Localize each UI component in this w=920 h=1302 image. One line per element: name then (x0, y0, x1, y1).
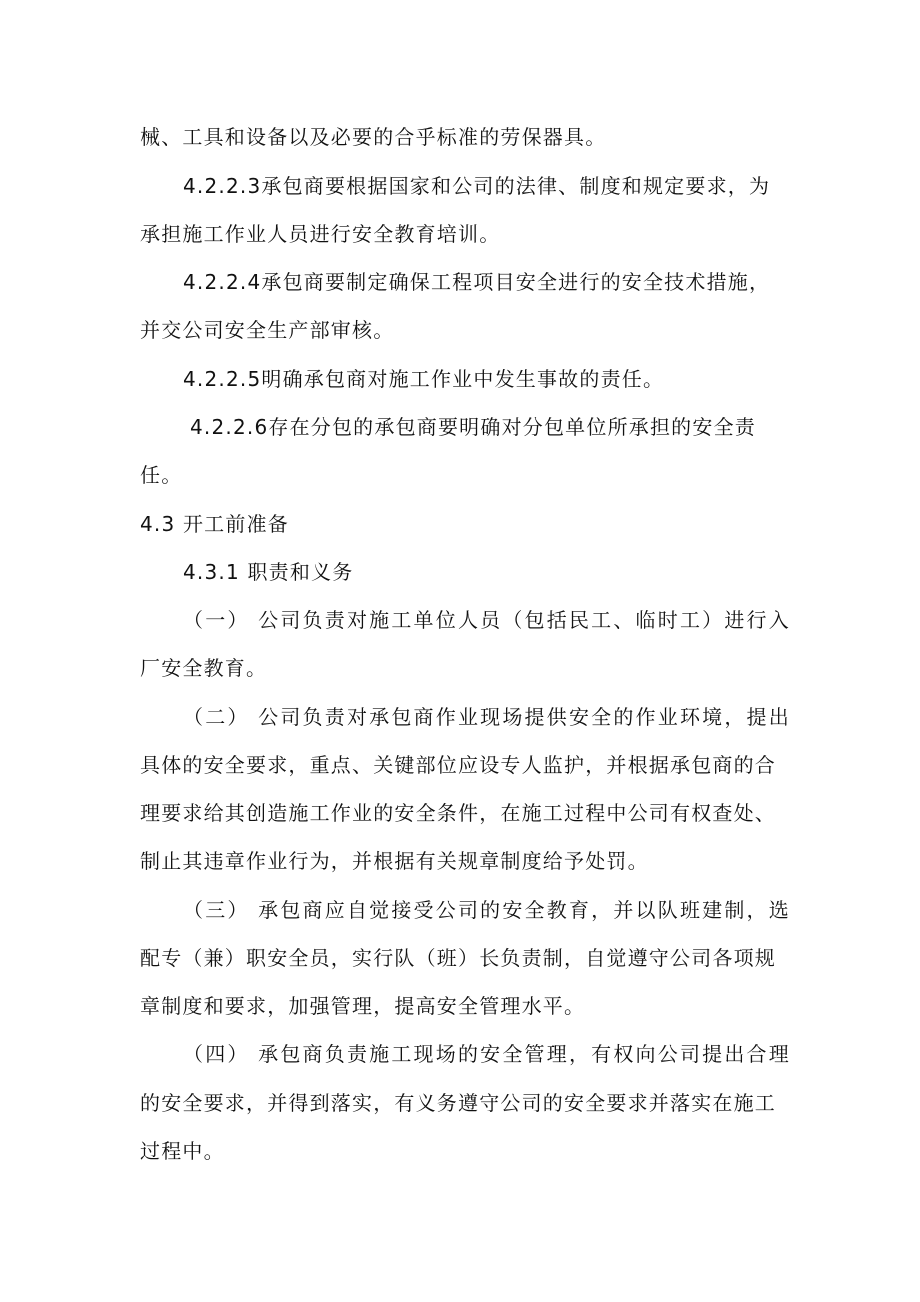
text-line-2: 4.2.2.3承包商要根据国家和公司的法律、制度和规定要求，为 (183, 174, 771, 198)
text-line-5: 并交公司安全生产部审核。 (140, 318, 395, 342)
subsection-heading-4-3-1: 4.3.1 职责和义务 (183, 560, 354, 584)
text-line-14: 具体的安全要求，重点、关键部位应设专人监护，并根据承包商的合 (140, 753, 776, 777)
text-line-7: 4.2.2.6存在分包的承包商要明确对分包单位所承担的安全责 (190, 415, 756, 439)
text-line-21: 的安全要求，并得到落实，有义务遵守公司的安全要求并落实在施工 (140, 1091, 776, 1115)
text-line-22: 过程中。 (140, 1139, 225, 1163)
text-line-3: 承担施工作业人员进行安全教育培训。 (140, 222, 501, 246)
text-line-11: （一） 公司负责对施工单位人员（包括民工、临时工）进行入 (183, 608, 791, 632)
text-line-18: 配专（兼）职安全员，实行队（班）长负责制，自觉遵守公司各项规 (140, 946, 776, 970)
text-line-15: 理要求给其创造施工作业的安全条件，在施工过程中公司有权查处、 (140, 801, 776, 825)
text-line-13: （二） 公司负责对承包商作业现场提供安全的作业环境，提出 (183, 705, 791, 729)
text-line-17: （三） 承包商应自觉接受公司的安全教育，并以队班建制，选 (183, 898, 791, 922)
text-line-6: 4.2.2.5明确承包商对施工作业中发生事故的责任。 (183, 367, 665, 391)
text-line-12: 厂安全教育。 (140, 656, 268, 680)
text-line-8: 任。 (140, 463, 183, 487)
section-heading-4-3: 4.3 开工前准备 (140, 512, 289, 536)
text-line-4: 4.2.2.4承包商要制定确保工程项目安全进行的安全技术措施， (183, 270, 771, 294)
text-line-16: 制止其违章作业行为，并根据有关规章制度给予处罚。 (140, 849, 649, 873)
text-line-20: （四） 承包商负责施工现场的安全管理，有权向公司提出合理 (183, 1042, 791, 1066)
text-line-19: 章制度和要求，加强管理，提高安全管理水平。 (140, 994, 586, 1018)
text-line-1: 械、工具和设备以及必要的合乎标准的劳保器具。 (140, 125, 607, 149)
